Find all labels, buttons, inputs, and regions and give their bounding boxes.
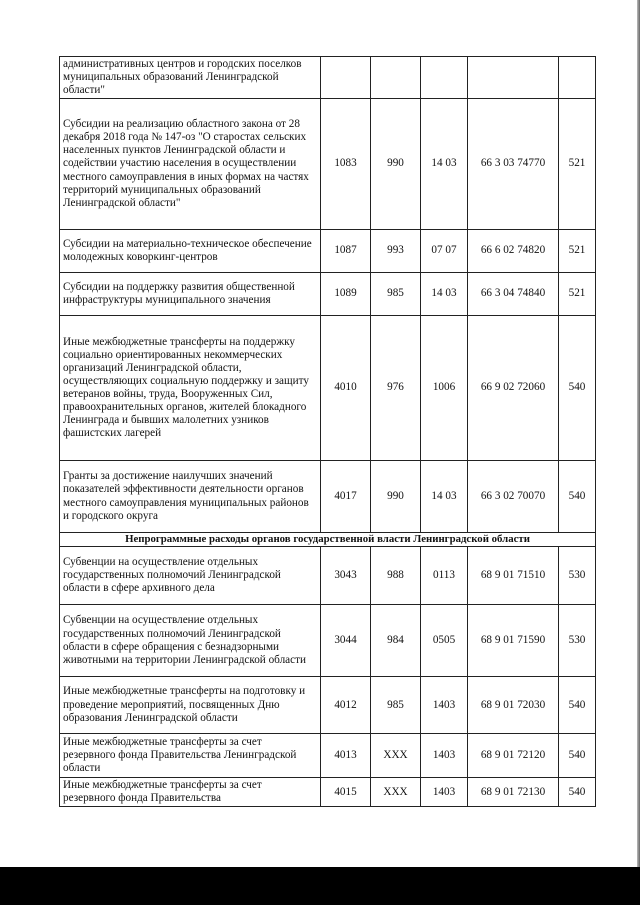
expense-type-cell: 521 bbox=[559, 230, 596, 273]
expense-name-cell: Субсидии на поддержку развития общественной инфраструктуры муниципального значения bbox=[60, 273, 321, 316]
expense-name-cell: Субсидии на материально-техническое обеспечение молодежных коворкинг-центров bbox=[60, 230, 321, 273]
expense-type-cell: 530 bbox=[559, 605, 596, 677]
target-article-cell: 68 9 01 71510 bbox=[468, 547, 559, 605]
section-code-cell bbox=[421, 57, 468, 99]
scan-bottom-band bbox=[0, 867, 640, 905]
ministry-code-cell: XXX bbox=[371, 778, 421, 807]
section-code-cell: 14 03 bbox=[421, 99, 468, 230]
section-code-cell: 0505 bbox=[421, 605, 468, 677]
section-code-cell: 1403 bbox=[421, 677, 468, 734]
ministry-code-cell: 985 bbox=[371, 273, 421, 316]
expense-name-cell: Субсидии на реализацию областного закона от 28 декабря 2018 года № 147-оз "О старостах сельских населенных пунктов Ленинградской области и содействии участию населения в осуществлении местного самоуправления в иных формах на частях территорий муниципальных образований Ленинградской области" bbox=[60, 99, 321, 230]
budget-table-body bbox=[60, 57, 596, 807]
table-row bbox=[60, 57, 596, 99]
target-article-cell: 68 9 01 71590 bbox=[468, 605, 559, 677]
expense-type-cell: 540 bbox=[559, 316, 596, 461]
expense-type-cell: 540 bbox=[559, 734, 596, 778]
expense-name-cell: Иные межбюджетные трансферты на подготовку и проведение мероприятий, посвященных Дню образования Ленинградской области bbox=[60, 677, 321, 734]
ministry-code-cell: 984 bbox=[371, 605, 421, 677]
section-code-cell: 14 03 bbox=[421, 461, 468, 533]
expense-name-cell: Иные межбюджетные трансферты за счет резервного фонда Правительства bbox=[60, 778, 321, 807]
ministry-code-cell: 985 bbox=[371, 677, 421, 734]
table-row bbox=[60, 99, 596, 230]
ministry-code-cell: 993 bbox=[371, 230, 421, 273]
expense-name-cell: Субвенции на осуществление отдельных государственных полномочий Ленинградской области в сфере архивного дела bbox=[60, 547, 321, 605]
code-cell: 4012 bbox=[321, 677, 371, 734]
target-article-cell: 68 9 01 72120 bbox=[468, 734, 559, 778]
table-row bbox=[60, 230, 596, 273]
section-title: Непрограммные расходы органов государственной власти Ленинградской области bbox=[60, 533, 596, 547]
expense-name-cell: Гранты за достижение наилучших значений показателей эффективности деятельности органов местного самоуправления муниципальных районов и городского округа bbox=[60, 461, 321, 533]
expense-name-cell: Иные межбюджетные трансферты на поддержку социально ориентированных некоммерческих организаций Ленинградской области, осуществляющих социальную поддержку и защиту ветеранов войны, труда, Вооруженных Сил, правоохранительных органов, жителей блокадного Ленинграда и бывших малолетних узников фашистских лагерей bbox=[60, 316, 321, 461]
ministry-code-cell: 976 bbox=[371, 316, 421, 461]
ministry-code-cell: XXX bbox=[371, 734, 421, 778]
target-article-cell: 68 9 01 72130 bbox=[468, 778, 559, 807]
code-cell: 4013 bbox=[321, 734, 371, 778]
code-cell bbox=[321, 57, 371, 99]
target-article-cell: 66 3 03 74770 bbox=[468, 99, 559, 230]
code-cell: 4015 bbox=[321, 778, 371, 807]
ministry-code-cell: 990 bbox=[371, 99, 421, 230]
expense-type-cell: 540 bbox=[559, 677, 596, 734]
code-cell: 4010 bbox=[321, 316, 371, 461]
expense-type-cell bbox=[559, 57, 596, 99]
table-row bbox=[60, 461, 596, 533]
section-code-cell: 14 03 bbox=[421, 273, 468, 316]
expense-type-cell: 540 bbox=[559, 778, 596, 807]
target-article-cell: 68 9 01 72030 bbox=[468, 677, 559, 734]
section-header-row bbox=[60, 533, 596, 547]
target-article-cell: 66 3 02 70070 bbox=[468, 461, 559, 533]
ministry-code-cell bbox=[371, 57, 421, 99]
section-code-cell: 07 07 bbox=[421, 230, 468, 273]
section-code-cell: 1006 bbox=[421, 316, 468, 461]
expense-name-cell: Субвенции на осуществление отдельных государственных полномочий Ленинградской области в сфере обращения с безнадзорными животными на территории Ленинградской области bbox=[60, 605, 321, 677]
target-article-cell: 66 9 02 72060 bbox=[468, 316, 559, 461]
budget-table bbox=[59, 56, 596, 807]
table-row bbox=[60, 734, 596, 778]
ministry-code-cell: 988 bbox=[371, 547, 421, 605]
table-row bbox=[60, 605, 596, 677]
expense-type-cell: 530 bbox=[559, 547, 596, 605]
section-code-cell: 0113 bbox=[421, 547, 468, 605]
table-row bbox=[60, 547, 596, 605]
code-cell: 1087 bbox=[321, 230, 371, 273]
target-article-cell bbox=[468, 57, 559, 99]
expense-type-cell: 521 bbox=[559, 99, 596, 230]
target-article-cell: 66 6 02 74820 bbox=[468, 230, 559, 273]
code-cell: 3044 bbox=[321, 605, 371, 677]
target-article-cell: 66 3 04 74840 bbox=[468, 273, 559, 316]
section-code-cell: 1403 bbox=[421, 778, 468, 807]
table-row bbox=[60, 677, 596, 734]
expense-name-cell: административных центров и городских поселков муниципальных образований Ленинградской области" bbox=[60, 57, 321, 99]
expense-name-cell: Иные межбюджетные трансферты за счет резервного фонда Правительства Ленинградской области bbox=[60, 734, 321, 778]
expense-type-cell: 540 bbox=[559, 461, 596, 533]
code-cell: 1083 bbox=[321, 99, 371, 230]
table-row bbox=[60, 316, 596, 461]
code-cell: 4017 bbox=[321, 461, 371, 533]
section-code-cell: 1403 bbox=[421, 734, 468, 778]
code-cell: 3043 bbox=[321, 547, 371, 605]
ministry-code-cell: 990 bbox=[371, 461, 421, 533]
table-row bbox=[60, 778, 596, 807]
expense-type-cell: 521 bbox=[559, 273, 596, 316]
code-cell: 1089 bbox=[321, 273, 371, 316]
table-row bbox=[60, 273, 596, 316]
